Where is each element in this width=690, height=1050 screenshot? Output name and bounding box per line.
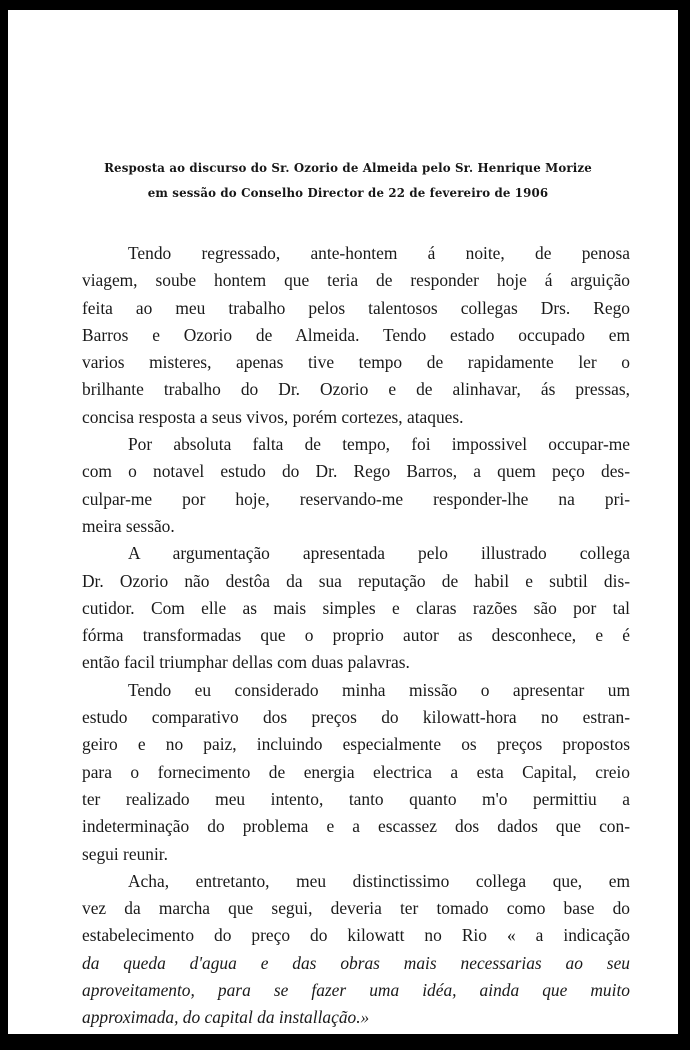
text-line: cutidor. Com elle as mais simples e claras razões são por tal <box>82 597 630 618</box>
text-line: estudo comparativo dos preços do kilowatt-hora no estran- <box>82 707 630 728</box>
heading-line-1: Resposta ao discurso do Sr. Ozorio de Almeida pelo Sr. Henrique Morize <box>104 161 592 175</box>
text-line: feita ao meu trabalho pelos talentosos collegas Drs. Rego <box>82 297 630 318</box>
text-line: Tendo eu considerado minha missão o apresentar um <box>128 679 630 700</box>
text-line: Dr. Ozorio não destôa da sua reputação de habil e subtil dis- <box>82 570 630 591</box>
text-line: fórma transformadas que o proprio autor as desconhece, e é <box>82 625 630 646</box>
text-line: varios misteres, apenas tive tempo de rapidamente ler o <box>82 352 630 373</box>
text-line: vez da marcha que segui, deveria ter tomado como base do <box>82 898 630 919</box>
text-line: A argumentação apresentada pelo illustrado collega <box>128 543 630 564</box>
document-heading <box>68 156 628 206</box>
text-line: meira sessão. <box>82 515 175 536</box>
text-line: brilhante trabalho do Dr. Ozorio e de alinhavar, ás pressas, <box>82 379 630 400</box>
paragraph-4 <box>82 677 630 868</box>
text-line: da queda d'agua e das obras mais necessarias ao seu <box>82 952 630 973</box>
text-line: para o fornecimento de energia electrica a esta Capital, creio <box>82 761 630 782</box>
text-line: concisa resposta a seus vivos, porém cortezes, ataques. <box>82 406 464 427</box>
text-line: então facil triumphar dellas com duas palavras. <box>82 652 410 673</box>
paragraph-2 <box>82 431 630 540</box>
text-line: estabelecimento do preço do kilowatt no Rio « a indicação <box>82 925 630 946</box>
text-line: Tendo regressado, ante-hontem á noite, de penosa <box>128 243 630 263</box>
text-line: indeterminação do problema e a escassez dos dados que con- <box>82 816 630 837</box>
paragraph-3 <box>82 540 630 676</box>
text-line: viagem, soube hontem que teria de responder hoje á arguição <box>82 270 630 291</box>
text-line: com o notavel estudo do Dr. Rego Barros, a quem peço des- <box>82 461 630 482</box>
paragraph-5 <box>82 868 630 1032</box>
heading-line-2: em sessão do Conselho Director de 22 de fevereiro de 1906 <box>147 186 549 200</box>
text-line: approximada, do capital da installação.» <box>82 1007 370 1028</box>
text-line: Acha, entretanto, meu distinctissimo collega que, em <box>128 870 630 891</box>
document-body <box>82 240 630 1032</box>
text-line: Por absoluta falta de tempo, foi impossivel occupar-me <box>128 434 630 455</box>
text-line: segui reunir. <box>82 843 168 864</box>
paragraph-1 <box>82 240 630 431</box>
text-line: ter realizado meu intento, tanto quanto m'o permittiu a <box>82 788 630 809</box>
text-line: geiro e no paiz, incluindo especialmente os preços propostos <box>82 734 630 755</box>
document-page <box>8 10 678 1034</box>
text-line: aproveitamento, para se fazer uma idéa, ainda que muito <box>82 980 630 1001</box>
text-line: culpar-me por hoje, reservando-me responder-lhe na pri- <box>82 488 630 509</box>
text-line: Barros e Ozorio de Almeida. Tendo estado occupado em <box>82 324 630 345</box>
